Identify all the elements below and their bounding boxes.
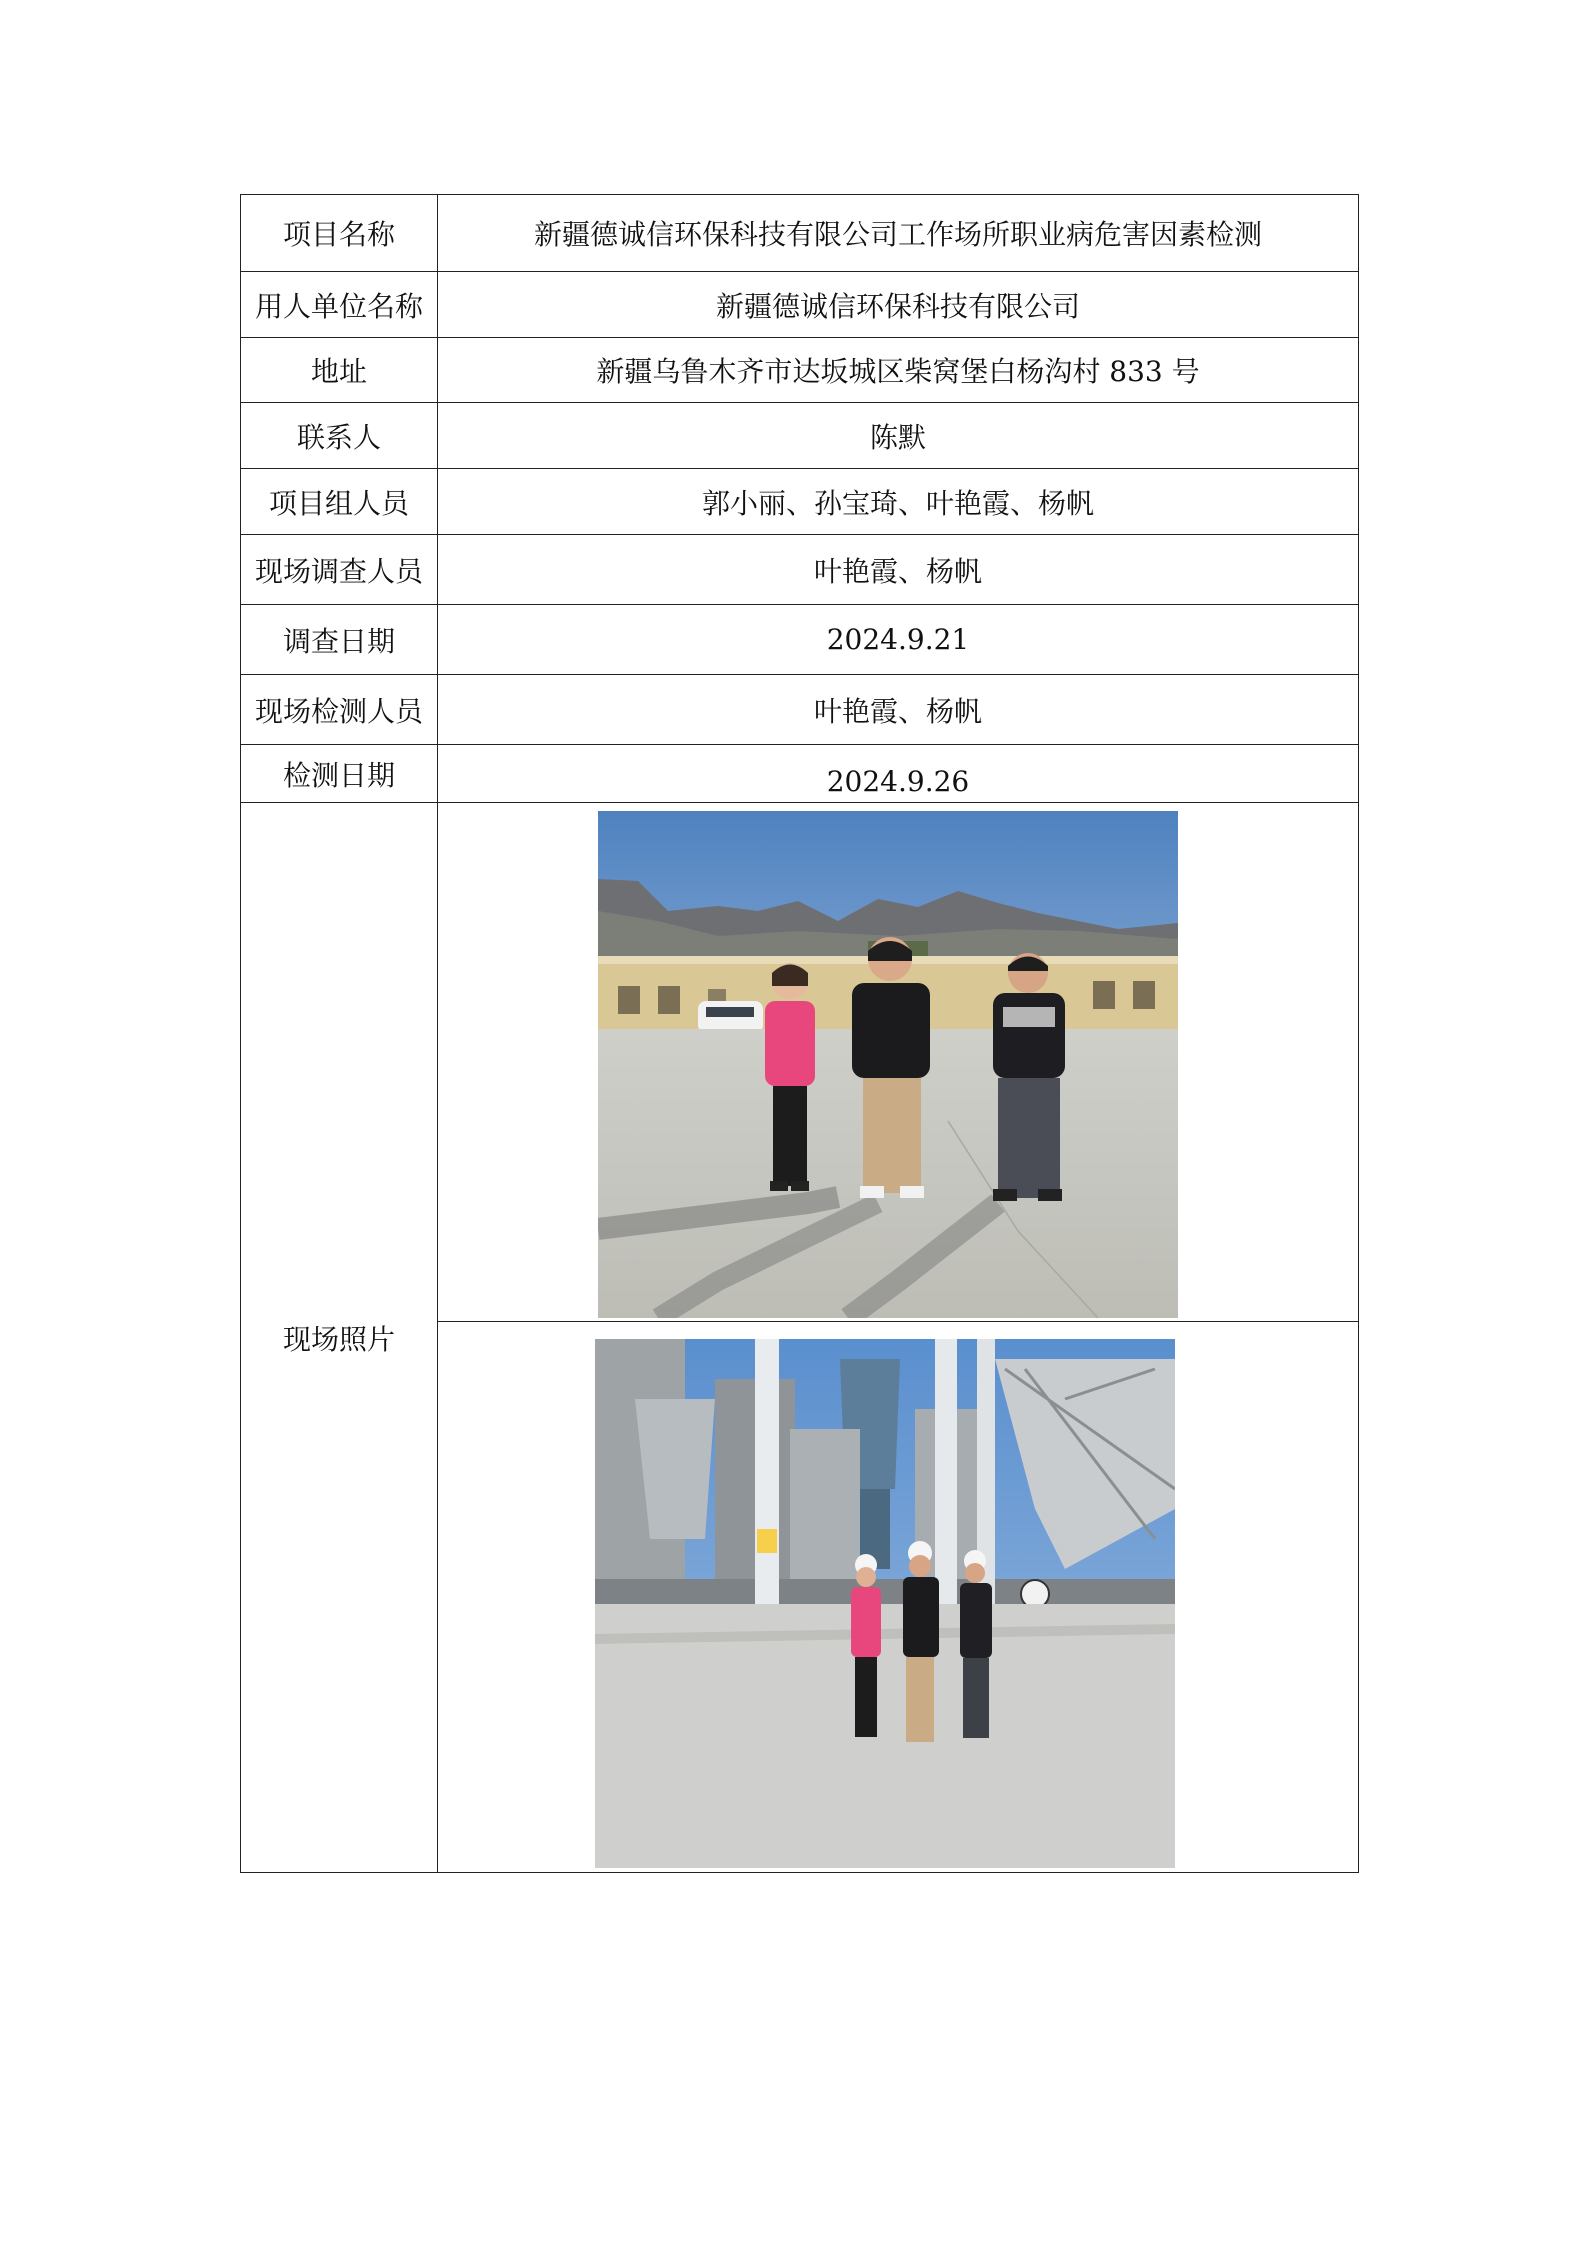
table-row: [241, 272, 1359, 338]
table-row: [241, 745, 1359, 803]
row-label-testing-date: 检测日期: [241, 745, 438, 803]
row-value-testing-date: 2024.9.26: [438, 745, 1359, 803]
row-value-survey-staff: 叶艳霞、杨帆: [438, 535, 1359, 605]
row-value-employer: 新疆德诚信环保科技有限公司: [438, 272, 1359, 338]
row-label-survey-date: 调查日期: [241, 605, 438, 675]
row-value-address: 新疆乌鲁木齐市达坂城区柴窝堡白杨沟村 833 号: [438, 338, 1359, 403]
row-value-contact: 陈默: [438, 403, 1359, 469]
table-row: [241, 469, 1359, 535]
row-label-testing-staff: 现场检测人员: [241, 675, 438, 745]
table-row: [241, 338, 1359, 403]
row-label-survey-staff: 现场调查人员: [241, 535, 438, 605]
photo-cell-1: [438, 803, 1359, 1322]
table-row: [241, 675, 1359, 745]
row-label-address: 地址: [241, 338, 438, 403]
row-value-project-team: 郭小丽、孙宝琦、叶艳霞、杨帆: [438, 469, 1359, 535]
project-info-table: [240, 194, 1359, 1873]
site-photo-outdoor-yard: [598, 811, 1178, 1318]
row-label-contact: 联系人: [241, 403, 438, 469]
row-label-project-name: 项目名称: [241, 195, 438, 272]
row-label-employer: 用人单位名称: [241, 272, 438, 338]
table-row: [241, 803, 1359, 1322]
site-photo-plant-equipment: [595, 1339, 1175, 1868]
row-value-testing-staff: 叶艳霞、杨帆: [438, 675, 1359, 745]
row-label-project-team: 项目组人员: [241, 469, 438, 535]
table-row: [241, 403, 1359, 469]
table-row: [241, 195, 1359, 272]
row-value-survey-date: 2024.9.21: [438, 605, 1359, 675]
row-value-project-name: 新疆德诚信环保科技有限公司工作场所职业病危害因素检测: [438, 195, 1359, 272]
photo-cell-2: [438, 1322, 1359, 1873]
table-row: [241, 535, 1359, 605]
table-row: [241, 605, 1359, 675]
row-label-site-photos: 现场照片: [241, 803, 438, 1873]
